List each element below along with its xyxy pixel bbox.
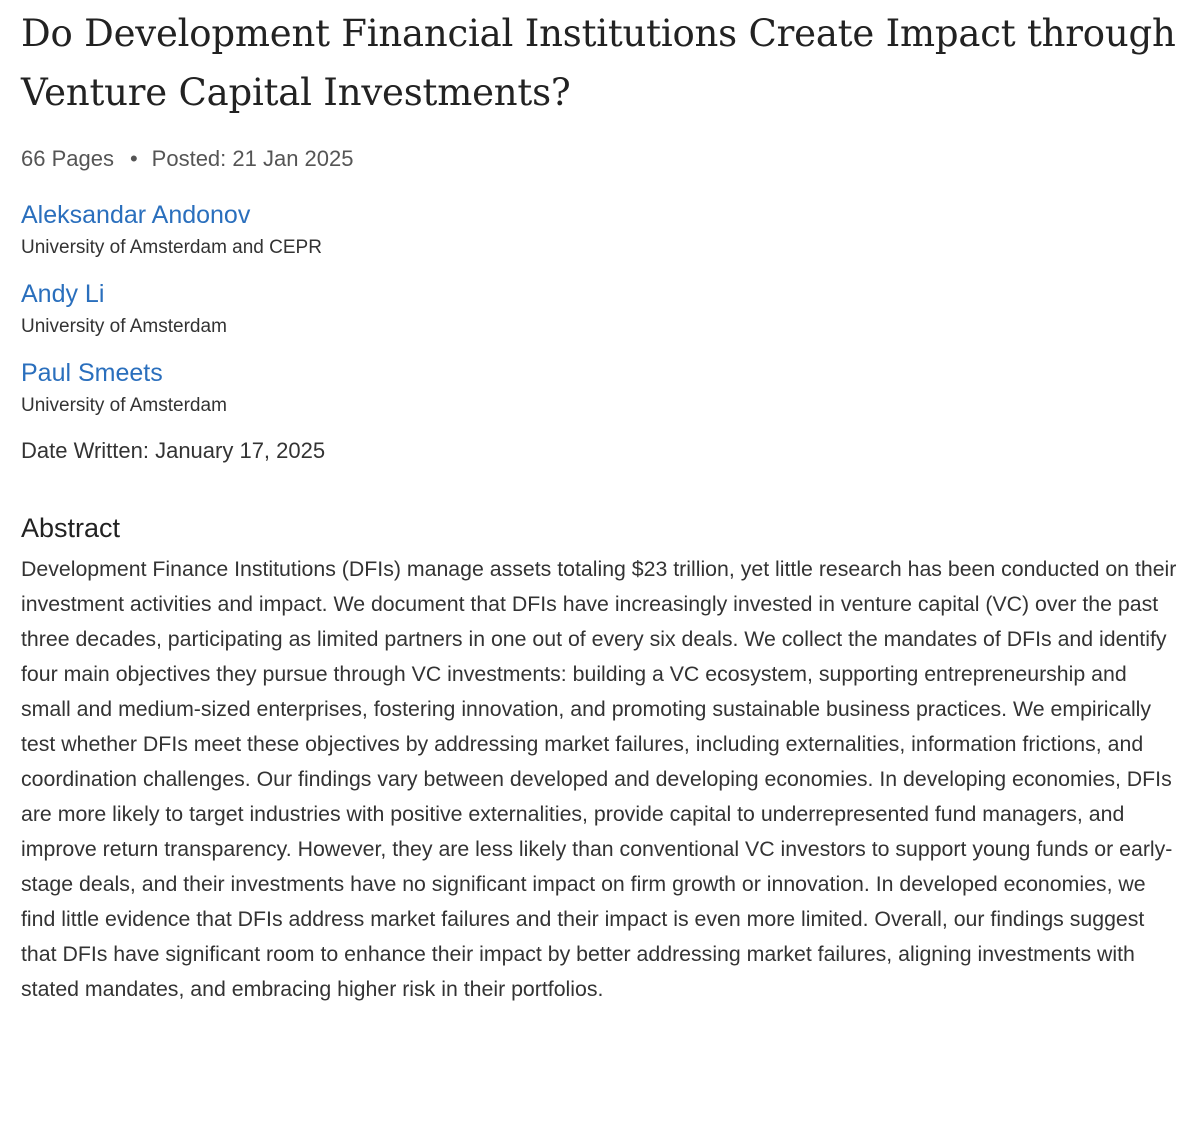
author-name-link[interactable]: Andy Li bbox=[21, 280, 105, 308]
author-affiliation: University of Amsterdam bbox=[21, 395, 227, 416]
author-list bbox=[21, 199, 1181, 419]
date-written: Date Written: January 17, 2025 bbox=[21, 438, 326, 463]
author-affiliation: University of Amsterdam and CEPR bbox=[21, 237, 322, 258]
abstract-heading: Abstract bbox=[21, 513, 121, 543]
paper-page bbox=[21, 0, 1181, 1007]
author-entry bbox=[21, 199, 1181, 261]
author-affiliation: University of Amsterdam bbox=[21, 316, 227, 337]
meta-separator: • bbox=[129, 146, 138, 171]
author-entry bbox=[21, 278, 1181, 340]
page-count: 66 Pages bbox=[21, 146, 114, 171]
paper-title: Do Development Financial Institutions Create Impact through Venture Capital Investments? bbox=[21, 12, 1176, 114]
author-name-link[interactable]: Paul Smeets bbox=[21, 359, 163, 387]
author-entry bbox=[21, 357, 1181, 419]
posted-date: Posted: 21 Jan 2025 bbox=[151, 146, 354, 171]
paper-meta bbox=[21, 144, 1181, 174]
abstract-text: Development Finance Institutions (DFIs) manage assets totaling $23 trillion, yet little research has been conducted on their investment activities and impact. We document that DFIs have increasingly invested in venture capital (VC) over the past three decades, participating as limited partners in one out of every six deals. We collect the mandates of DFIs and identify four main objectives they pursue through VC investments: building a VC ecosystem, supporting entrepreneurship and small and medium-sized enterprises, fostering innovation, and promoting sustainable business practices. We empirically test whether DFIs meet these objectives by addressing market failures, including externalities, information frictions, and coordination challenges. Our findings vary between developed and developing economies. In developing economies, DFIs are more likely to target industries with positive externalities, provide capital to underrepresented fund managers, and improve return transparency. However, they are less likely than conventional VC investors to support young funds or early-stage deals, and their investments have no significant impact on firm growth or innovation. In developed economies, we find little evidence that DFIs address market failures and their impact is even more limited. Overall, our findings suggest that DFIs have significant room to enhance their impact by better addressing market failures, aligning investments with stated mandates, and embracing higher risk in their portfolios. bbox=[21, 557, 1177, 1001]
author-name-link[interactable]: Aleksandar Andonov bbox=[21, 201, 251, 229]
